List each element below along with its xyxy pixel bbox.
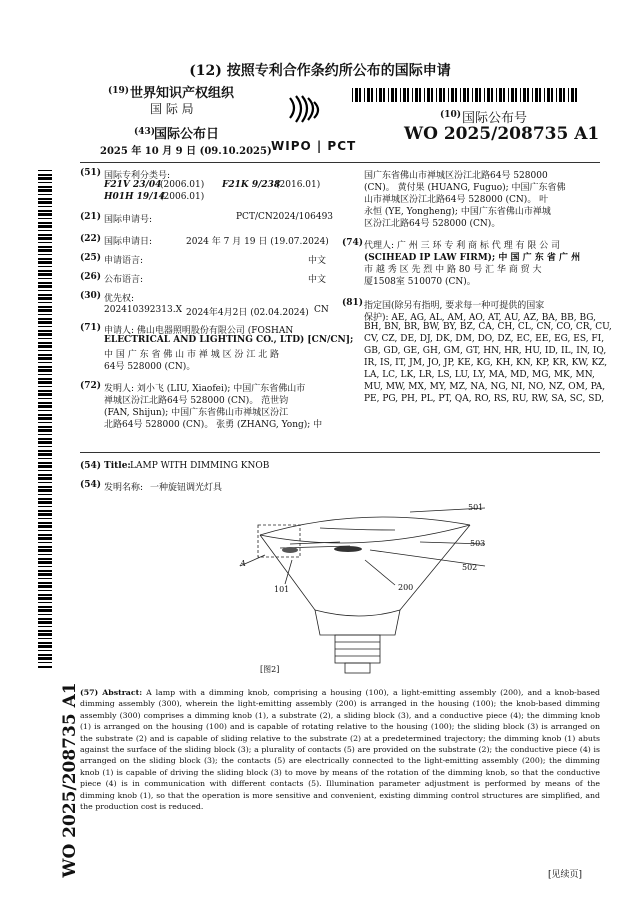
- priority-date: 2024年4月2日 (02.04.2024): [186, 308, 309, 318]
- title-cn-code: (54): [80, 480, 102, 490]
- agent-line-1: 代理人: 广 州 三 环 专 利 商 标 代 理 有 限 公 司: [364, 241, 561, 251]
- inventor-line-2: 禅城区汾江北路64号 528000 (CN)。 范世钧: [104, 396, 289, 406]
- pub-no-label: 国际公布号: [462, 111, 528, 126]
- priority-number: 202410392313.X: [104, 305, 182, 315]
- title-label: Title:: [104, 461, 131, 471]
- f22-label: 国际申请日:: [104, 237, 153, 247]
- inventor-cont-2: (CN)。 黄付果 (HUANG, Fuguo); 中国广东省佛: [364, 183, 566, 193]
- publication-language: 中文: [308, 275, 327, 285]
- abstract-text: A lamp with a dimming knob, comprising a housing (100), a light-emitting assembly (200), and a knob-based dimming assembly (300), wherein the light-emitting assembly (200) is arranged in the housing (100); the knob-based dimming assembly (300) comprises a dimming knob (1), a substrate (2), a sliding block (3), and a conductive piece (4); the dimming knob (1) is arranged on the housing (100) and is capable of rotating relative to the housing (100); the sliding block (3) is arranged on the substrate (2) and is capable of sliding relative to the substrate (2) at a predetermined trajectory; the dimming knob (1) abuts against the surface of the sliding block (3); a plurality of contacts (5) are provided on the substrate (2); the conductive piece (4) is arranged on the sliding block (3); the contacts (5) are electrically connected to the light-emitting assembly (200); the dimming knob (1) is capable of driving the sliding block (3) to move by means of the rotation of the dimming knob, so that the conductive piece (4) is in communication with different contacts (5). Illumination parameter adjustment is performed by means of the dimming knob (1), so that the operation is more sensitive and convenient, existing dimming control structures are simplified, and the production cost is reduced.: [80, 688, 600, 812]
- inventor-cont-4: 永恒 (YE, Yongheng); 中国广东省佛山市禅城: [364, 207, 551, 217]
- pub-no-code: (10): [440, 110, 462, 120]
- ref-502: 502: [462, 563, 478, 572]
- states-line-2: 保护): AE, AG, AL, AM, AO, AT, AU, AZ, BA, BB, BG,: [364, 313, 596, 323]
- pub-date-code: (43): [134, 127, 156, 137]
- filing-language: 中文: [308, 256, 327, 266]
- f74-code: (74): [342, 238, 364, 248]
- org-subname: 国 际 局: [150, 102, 194, 116]
- f25-label: 申请语言:: [104, 256, 144, 266]
- document-kind: (12) 按照专利合作条约所公布的国际申请: [189, 63, 451, 79]
- agent-line-3: 市 越 秀 区 先 烈 中 路 80 号 汇 华 商 贸 大: [364, 265, 542, 275]
- filing-date: 2024 年 7 月 19 日 (19.07.2024): [186, 237, 329, 247]
- ipc-2: F21K 9/238: [222, 180, 281, 190]
- ipc-2-date: (2016.01): [276, 180, 321, 190]
- inventor-line-1: 发明人: 刘小飞 (LIU, Xiaofei); 中国广东省佛山市: [104, 384, 306, 394]
- f51-code: (51): [80, 168, 102, 178]
- pub-number: WO 2025/208735 A1: [404, 124, 600, 144]
- wipo-logo: [268, 92, 338, 142]
- application-number: PCT/CN2024/106493: [236, 212, 334, 222]
- f26-code: (26): [80, 272, 102, 282]
- ref-200: 200: [398, 583, 414, 592]
- inventor-cont-5: 区汾江北路64号 528000 (CN)。: [364, 219, 501, 229]
- inventor-line-4: 北路64号 528000 (CN)。 张勇 (ZHANG, Yong); 中: [104, 420, 323, 430]
- states-line-9: PE, PG, PH, PL, PT, QA, RO, RS, RU, RW, SA, SC, SD,: [364, 394, 605, 404]
- states-line-1: 指定国(除另有指明, 要求每一种可提供的国家: [364, 301, 545, 311]
- side-publication-label: WO 2025/208735 A1: [60, 682, 80, 878]
- ipc-1-date: (2006.01): [160, 180, 205, 190]
- title-chinese: 一种旋钮调光灯具: [150, 483, 223, 493]
- title-english: LAMP WITH DIMMING KNOB: [130, 461, 270, 471]
- title-code: (54): [80, 461, 102, 471]
- f25-code: (25): [80, 253, 102, 263]
- inventor-cont-1: 国广东省佛山市禅城区汾江北路64号 528000: [364, 171, 548, 181]
- f21-code: (21): [80, 212, 102, 222]
- ref-101: 101: [274, 585, 290, 594]
- ipc-3-date: (2006.01): [160, 192, 205, 202]
- agent-line-4: 厦1508室 510070 (CN)。: [364, 277, 476, 287]
- divider-top: [80, 162, 600, 163]
- inventor-cont-3: 山市禅城区汾江北路64号 528000 (CN)。 叶: [364, 195, 549, 205]
- lamp-drawing: [220, 500, 500, 680]
- priority-country: CN: [314, 305, 329, 315]
- agent-line-2: (SCIHEAD IP LAW FIRM); 中 国 广 东 省 广 州: [364, 253, 581, 263]
- f72-code: (72): [80, 381, 102, 391]
- applicant-line-1: 申请人: 佛山电器照明股份有限公司 (FOSHAN: [104, 326, 294, 336]
- states-line-3: BH, BN, BR, BW, BY, BZ, CA, CH, CL, CN, CO, CR, CU,: [364, 322, 612, 332]
- ref-501: 501: [468, 503, 484, 512]
- f81-code: (81): [342, 298, 364, 308]
- barcode-side: [38, 170, 52, 670]
- org-name: 世界知识产权组织: [130, 86, 235, 101]
- f26-label: 公布语言:: [104, 275, 144, 285]
- org-code: (19): [108, 86, 130, 96]
- abstract-label: Abstract:: [102, 688, 143, 697]
- applicant-line-3: 中 国 广 东 省 佛 山 市 禅 城 区 汾 江 北 路: [104, 350, 280, 360]
- ref-503: 503: [470, 539, 486, 548]
- barcode-top: [352, 88, 582, 102]
- title-cn-label: 发明名称:: [104, 483, 144, 493]
- figure-caption: [图2]: [260, 665, 280, 674]
- f51-label: 国际专利分类号:: [104, 171, 171, 181]
- applicant-line-2: ELECTRICAL AND LIGHTING CO., LTD) [CN/CN];: [104, 335, 354, 345]
- states-line-4: CV, CZ, DE, DJ, DK, DM, DO, DZ, EC, EE, EG, ES, FI,: [364, 334, 605, 344]
- ref-a: A: [240, 559, 246, 568]
- abstract: [80, 687, 600, 812]
- f30-code: (30): [80, 291, 102, 301]
- states-line-6: IR, IS, IT, JM, JO, JP, KE, KG, KH, KN, KP, KR, KW, KZ,: [364, 358, 608, 368]
- inventor-line-3: (FAN, Shijun); 中国广东省佛山市禅城区汾江: [104, 408, 289, 418]
- f21-label: 国际申请号:: [104, 215, 153, 225]
- ipc-3: H01H 19/14: [104, 192, 166, 202]
- pub-date-label: 国际公布日: [154, 127, 220, 142]
- states-line-7: LA, LC, LK, LR, LS, LU, LY, MA, MD, MG, MK, MN,: [364, 370, 595, 380]
- abstract-code: (57): [80, 688, 99, 697]
- ipc-1: F21V 23/04: [104, 180, 162, 190]
- pub-date: 2025 年 10 月 9 日 (09.10.2025): [100, 146, 272, 157]
- divider-mid: [80, 452, 600, 453]
- f30-label: 优先权:: [104, 294, 135, 304]
- f71-code: (71): [80, 323, 102, 333]
- wipo-text: WIPO | PCT: [271, 139, 357, 153]
- applicant-line-4: 64号 528000 (CN)。: [104, 362, 196, 372]
- continued-note: [见续页]: [548, 870, 583, 880]
- f22-code: (22): [80, 234, 102, 244]
- states-line-5: GB, GD, GE, GH, GM, GT, HN, HR, HU, ID, IL, IN, IQ,: [364, 346, 607, 356]
- states-line-8: MU, MW, MX, MY, MZ, NA, NG, NI, NO, NZ, OM, PA,: [364, 382, 606, 392]
